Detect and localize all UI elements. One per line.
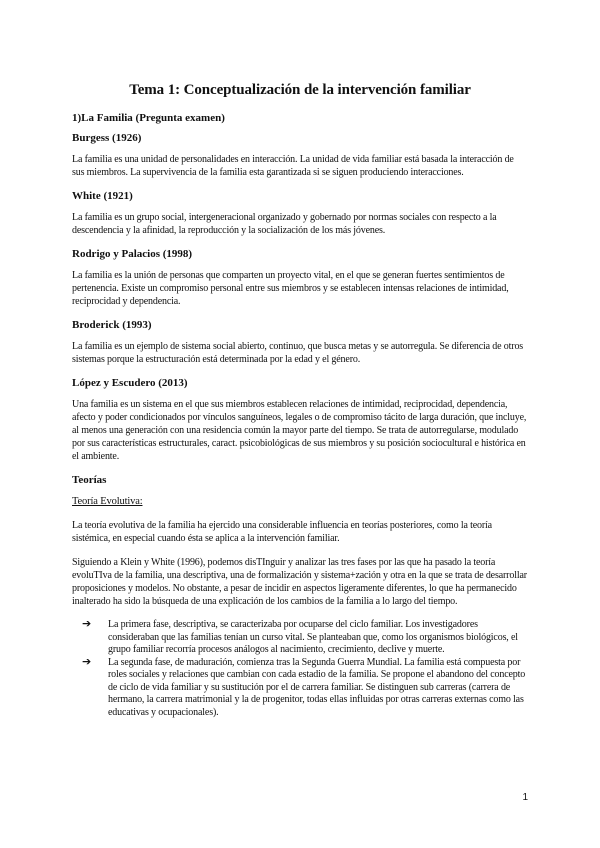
definition-text: La familia es un grupo social, intergeneracional organizado y gobernado por normas sociales con respecto a la descendencia y la afinidad, la reproducción y la socialización de los más jóvenes. [72,212,497,236]
page-number: 1 [522,792,528,803]
page-content [72,82,528,719]
theories-heading: Teorías [72,474,107,486]
definition-text: La familia es un ejemplo de sistema social abierto, continuo, que busca metas y se autorregula. Se diferencia de otros sistemas porque la estructuración está determinada por la edad y el género. [72,341,524,365]
arrow-right-icon: ➔ [82,654,92,668]
definition-text: La familia es la unión de personas que comparten un proyecto vital, en el que se generan fuertes sentimientos de pertenencia. Existe un compromiso personal entre sus miembros y se establecen intensas relaciones de intimidad, reciprocidad y dependencia. [72,270,509,307]
definition-author: Burgess (1926) [72,132,142,144]
list-item-text: La primera fase, descriptiva, se caracterizaba por ocuparse del ciclo familiar. Los investigadores consideraban que las familias tenían un curso vital. Se planteaban que, como los organismos biológicos, el grupo familiar recorría procesos análogos al nacimiento, crecimiento, declive y muerte. [108,619,518,655]
definition-author: White (1921) [72,190,133,202]
definition-author: Broderick (1993) [72,319,152,331]
subsection-heading: Teoría Evolutiva: [72,496,143,507]
definition-text: Una familia es un sistema en el que sus miembros establecen relaciones de intimidad, reciprocidad, dependencia, afecto y poder condicionados por vínculos sanguíneos, legales o de compromiso tácito de larga duración, que incluye, al menos una generación con una residencia común la mayor parte del tiempo. Se trata de autorregularse, modulado por sus características estructurales, caract. psicobiológicas de sus miembros y su posición sociocultural e histórica en el ambiente. [72,399,527,462]
body-paragraph: La teoría evolutiva de la familia ha ejercido una considerable influencia en teorías posteriores, como la teoría sistémica, en especial cuando ésta se aplica a la intervención familiar. [72,520,492,544]
definition-author: Rodrigo y Palacios (1998) [72,248,193,260]
section-heading: 1)La Familia (Pregunta examen) [72,112,225,124]
list-item [82,654,528,720]
body-paragraph: Siguiendo a Klein y White (1996), podemos disTInguir y analizar las tres fases por las que ha pasado la teoría evoluTIva de la familia, una descriptiva, una de formalización y sistema+zación y otra en la que se trata de desarrollar proposiciones y modelos. No obstante, a pesar de incidir en aspectos ligeramente diferentes, lo que ha permanecido inalterado ha sido la búsqueda de una explicación de los cambios de la familia a lo largo del tiempo. [72,557,527,607]
page-title: Tema 1: Conceptualización de la intervención familiar [129,82,471,98]
definition-author: López y Escudero (2013) [72,377,188,389]
list-item [82,619,528,657]
arrow-right-icon: ➔ [82,617,92,630]
bullet-list [72,619,528,719]
list-item-text: La segunda fase, de maduración, comienza tras la Segunda Guerra Mundial. La familia está compuesta por roles sociales y relaciones que cambian con cada estadio de la familia. Se propone el abandono del concepto de ciclo de vida familiar y su sustitución por el de carrera familiar. Se distinguen sub carreras (carrera de hermano, la carrera matrimonial y la de progenitor, todas ellas influidas por otras carreras externas como las educativas y ocupacionales). [108,656,526,718]
definition-text: La familia es una unidad de personalidades en interacción. La unidad de vida familiar está basada la interacción de sus miembros. La supervivencia de la familia esta garantizada si se siguen produciendo interacciones. [72,154,514,178]
